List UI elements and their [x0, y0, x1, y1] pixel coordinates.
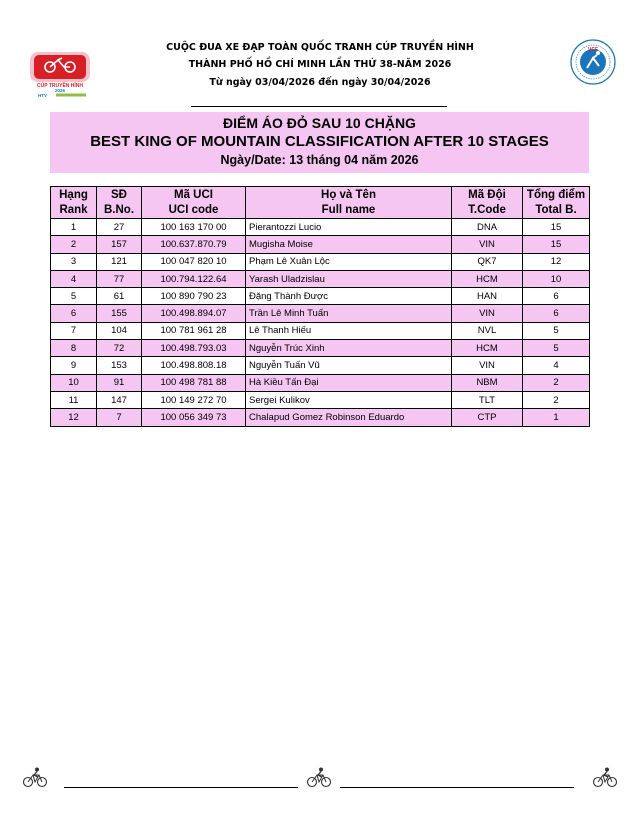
table-row: 10 91 100 498 781 88 Hà Kiều Tấn Đại NBM 2	[51, 374, 590, 391]
header-line1: CUỘC ĐUA XE ĐẠP TOÀN QUỐC TRANH CÚP TRUYỀN HÌNH	[166, 42, 474, 53]
table-row: 5 61 100 890 790 23 Đặng Thành Được HAN 6	[51, 288, 590, 305]
cup-truyen-hinh-logo	[28, 50, 92, 98]
table-header-row	[51, 187, 590, 219]
footer-line-left	[64, 787, 298, 788]
title-date: Ngày/Date: 13 tháng 04 năm 2026	[220, 153, 419, 167]
title-en: BEST KING OF MOUNTAIN CLASSIFICATION AFTER 10 STAGES	[90, 133, 549, 150]
logo-right-text: VCF	[588, 47, 598, 53]
table-row: 11 147 100 149 272 70 Sergei Kulikov TLT 2	[51, 391, 590, 408]
table-row: 9 153 100.498.808.18 Nguyễn Tuấn Vũ VIN 4	[51, 357, 590, 374]
table-row: 4 77 100.794.122.64 Yarash Uladzislau HCM 10	[51, 270, 590, 287]
table-row: 7 104 100 781 961 28 Lê Thanh Hiếu NVL 5	[51, 322, 590, 339]
results-table	[50, 186, 590, 427]
header-line3: Từ ngày 03/04/2026 đến ngày 30/04/2026	[209, 77, 431, 88]
table-row: 1 27 100 163 170 00 Pierantozzi Lucio DNA 15	[51, 219, 590, 236]
table-row: 12 7 100 056 349 73 Chalapud Gomez Robinson Eduardo CTP 1	[51, 409, 590, 426]
logo-left-text2: 2026	[54, 88, 66, 93]
footer-line-right	[340, 787, 574, 788]
header-name: Họ và Tên Full name	[246, 187, 452, 219]
header-bib: SĐ B.No.	[97, 187, 142, 219]
cyclist-icon	[306, 766, 332, 788]
header-line2: THÀNH PHỐ HỒ CHÍ MINH LẦN THỨ 38-NĂM 2026	[188, 59, 452, 70]
logo-left-text1: CÚP TRUYỀN HÌNH	[36, 83, 84, 89]
cyclist-icon	[22, 766, 48, 788]
header-total: Tổng điểm Total B.	[523, 187, 590, 219]
cyclist-icon	[592, 766, 618, 788]
logo-left-text3: HTV	[38, 93, 47, 98]
header-rank: Hạng Rank	[51, 187, 97, 219]
table-row: 8 72 100.498.793.03 Nguyễn Trúc Xinh HCM 5	[51, 340, 590, 357]
title-vn: ĐIỂM ÁO ĐỎ SAU 10 CHẶNG	[223, 115, 416, 131]
title-box	[50, 112, 589, 173]
table-row: 6 155 100.498.894.07 Trần Lê Minh Tuấn VIN 6	[51, 305, 590, 322]
header-team: Mã Đội T.Code	[452, 187, 523, 219]
table-row: 2 157 100.637.870.79 Mugisha Moise VIN 15	[51, 236, 590, 253]
header-uci: Mã UCI UCI code	[142, 187, 246, 219]
header-divider	[191, 106, 447, 107]
table-row: 3 121 100 047 820 10 Phạm Lê Xuân Lộc QK7 12	[51, 253, 590, 270]
